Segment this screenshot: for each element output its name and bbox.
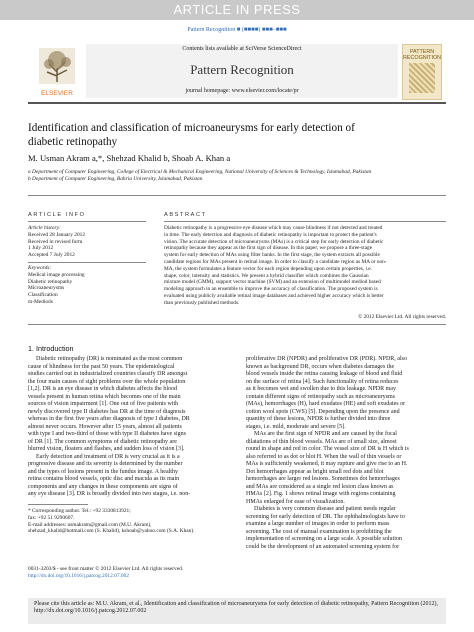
body-line: MAs is sufficiently weakened, it may rupture and give rise to an H.: [246, 461, 408, 467]
article-info-heading: ARTICLE INFO: [28, 212, 86, 218]
body-line: Diabetic retinopathy (DR) is nominated as the most common: [36, 356, 183, 362]
abstract-line: than previously published methods.: [164, 299, 240, 306]
footnote-rule: [28, 504, 88, 505]
body-line: proliferative DR (NPDR) and proliferative DR (PDR). NPDR, also: [246, 356, 407, 362]
body-line: screening for early detection of DR. The ophthalmologists have to: [246, 513, 405, 520]
footnotes: [28, 508, 228, 535]
keywords: [28, 265, 148, 306]
publisher-name: ELSEVIER: [41, 90, 73, 97]
body-line: also referred to as dot or blot H. When the wall of thin vessels or: [246, 453, 402, 460]
body-line: dilatations of thin blood vessels. MAs are of small size, almost: [246, 438, 397, 445]
citation-note: Please cite this article as: M.U. Akram, et al., Identification and classification of microaneurysms for early detection of diabetic retinopathy, Pattern Recognition (2012), http://dx.doi.org/10.1016/j.patcog.2012.07.002: [28, 598, 446, 624]
body-line: MAs are the first sign of NPDR and are caused by the focal: [254, 431, 397, 437]
body-line: retina contains blood vessels, optic disc and macula as its main: [28, 476, 180, 482]
keyword-3: Microaneurysms: [28, 285, 65, 292]
article-info-rule: [28, 221, 146, 222]
keywords-rule: [28, 262, 146, 263]
history-label: Article history:: [28, 225, 61, 231]
abstract-body: [164, 225, 446, 307]
footnote-line: * Corresponding author. Tel.: +92 3330813921;: [28, 508, 131, 514]
affiliation-rule: [28, 195, 446, 196]
right-column-text: [246, 356, 446, 551]
abstract-line: evaluated using publicly available retinal image databases and achieved higher accuracy which is better: [164, 292, 384, 299]
body-line: the four main causes of sight problems over the whole population: [28, 378, 186, 385]
body-line: as it becomes wet and swollen due to this leakage. NPDR may: [246, 386, 396, 392]
body-line: cotton wool spots (CWS) [5]. Depending upon the presence and: [246, 408, 400, 415]
cover-art: [409, 63, 435, 93]
body-line: HMAs [2]. Fig. 1 shows retinal image with regions containing: [246, 491, 396, 497]
keyword-2: Diabetic retinopathy: [28, 278, 73, 285]
body-line: on the surface of retina [4]. Such functionality of retina reduces: [246, 378, 399, 385]
keyword-5: m-Mediods: [28, 298, 53, 305]
doi-link[interactable]: http://dx.doi.org/10.1016/j.patcog.2012.07.002: [28, 572, 129, 579]
body-line: round in shape and red in color. The vessel size of DR is H which is: [246, 446, 409, 452]
body-line: of DR [1]. The common symptoms of diabetic retinopathy are: [28, 438, 177, 445]
keywords-label: Keywords:: [28, 265, 52, 271]
footnote-line: E-mail addresses: usmakram@gmail.com (M.U. Akram),: [28, 521, 152, 528]
issn-block: [28, 566, 238, 580]
body-line: Early detection and treatment of DR is very crucial as it is a: [36, 453, 180, 460]
abstract-line: system for early detection of MAs using filter banks. In the first stage, the system extracts all possible: [164, 252, 380, 259]
body-line: examine a large number of images in order to perform mass: [246, 521, 390, 527]
running-head-text[interactable]: Pattern Recognition ■ (■■■■) ■■■–■■■: [187, 27, 287, 33]
body-line: (MAs), hemorrhages (H), hard exudates (HE) and soft exudates or: [246, 401, 406, 407]
title-line-1: Identification and classification of microaneurysms for early detection of: [28, 122, 355, 134]
abstract-copyright: © 2012 Elsevier Ltd. All rights reserved.: [358, 314, 446, 320]
body-line: almost never occurs. However after 15 years, almost all patients: [28, 423, 182, 430]
body-line: HMAs enlarged for ease of visualization.: [246, 498, 345, 505]
body-line: [1,2]. DR is an eye disease in which diabetes affects the blood: [28, 386, 178, 392]
body-line: any eye disease [3]. DR is broadly divided into two stages, i.e. non-: [28, 491, 191, 497]
abstract-line: modeling approach in an ensemble to improve the accuracy of classification. The proposed system is: [164, 286, 378, 293]
abstract-line: shape, color, intensity and statistics. We present a hybrid classifier which combines the Gaussian: [164, 272, 369, 279]
article-title: [28, 122, 448, 149]
body-line: cause of blindness for the past 50 years. The epidemiological: [28, 363, 175, 370]
body-line: Diabetes is very common disease and patient needs regular: [254, 506, 396, 512]
left-column-text: [28, 356, 228, 499]
title-line-2: diabetic retinopathy: [28, 135, 118, 148]
article-history: [28, 225, 148, 259]
history-received: Received 28 January 2012: [28, 231, 86, 238]
running-head: [0, 27, 474, 34]
body-line: with type I and two-third of those with type II diabetes have signs: [28, 431, 186, 437]
abstract-line: retinopathy because they appear as the first sign of disease. In this paper, we propose a three-stage: [164, 245, 373, 252]
abstract-line: mixture model (GMM), support vector machine (SVM) and an extension of multimodel mediod based: [164, 279, 381, 286]
elsevier-tree-icon: [39, 48, 75, 84]
affiliations: [28, 169, 448, 183]
journal-homepage[interactable]: journal homepage: www.elsevier.com/locate/pr: [185, 88, 299, 94]
body-line: implementation of screening on a large scale. A possible solution: [246, 536, 402, 542]
body-line: contain different signs of retinopathy such as microaneurysms: [246, 393, 396, 400]
body-line: and the types of lesions present in the fundus image. A healthy: [28, 468, 178, 475]
body-line: newly discovered type II diabetes has DR at the time of diagnosis: [28, 408, 186, 415]
header-rule: [28, 102, 446, 104]
footnote-line: shehzad_khalid@hotmail.com (S. Khalid), kshoab@yahoo.com (S.A. Khan).: [28, 528, 195, 535]
abstract-heading: ABSTRACT: [164, 212, 207, 218]
introduction-heading: 1. Introduction: [28, 344, 74, 353]
body-line: known as background DR, occurs when diabetes damages the: [246, 363, 395, 370]
abstract-line: in time. The early detection and diagnosis of diabetic retinopathy is important to protect the patient's: [164, 231, 377, 238]
abstract-line: Diabetic retinopathy is a progressive eye disease which may cause blindness if not detected and treated: [164, 225, 383, 231]
body-line: hemorrhages are larger red lesions. Sometimes dot hemorrhages: [246, 476, 400, 482]
keyword-4: Classification: [28, 292, 58, 299]
abstract-line: vision. The accurate detection of microaneurysms (MAs) is a critical step for early detection of diabetic: [164, 238, 384, 245]
abstract-rule: [164, 221, 446, 222]
body-line: could be the development of an automated screening system for: [246, 543, 400, 550]
keyword-1: Medical image processing: [28, 271, 85, 278]
history-accepted: Accepted 7 July 2012: [28, 252, 75, 259]
journal-name: Pattern Recognition: [190, 62, 294, 77]
body-line: stages, i.e. mild, moderate and severe [5].: [246, 423, 346, 430]
authors: M. Usman Akram a,*, Shehzad Khalid b, Shoab A. Khan a: [28, 153, 231, 163]
body-line: components and any changes in these components are signs of: [28, 483, 178, 490]
affiliation-b: b Department of Computer Engineering, Bahria University, Islamabad, Pakistan: [28, 175, 203, 182]
issn-line: 0031-3203/$ - see front matter © 2012 Elsevier Ltd. All rights reserved.: [28, 566, 184, 572]
body-line: sources of vision impairment [1]. One out of five patients with: [28, 401, 179, 407]
abstract-bottom-rule: [28, 324, 446, 325]
elsevier-logo: [39, 48, 75, 97]
abstract-line: MA, the system formulates a feature vector for each region depending upon certain properties, i.e.: [164, 265, 372, 272]
abstract-line: candidate regions for MAs present in retinal image. In order to classify a candidate region as MA or non-: [164, 258, 387, 265]
affiliation-a: a Department of Computer Engineering, College of Electrical & Mechanical Engineering, National University of Sciences & Technology, Islamabad, Pakistan: [28, 169, 372, 175]
body-line: quantity of these lesions, NPDR is further divided into three: [246, 416, 391, 422]
contents-line: Contents lists available at SciVerse ScienceDirect: [182, 46, 302, 52]
history-revised-date: 1 July 2012: [28, 245, 54, 252]
journal-cover-thumbnail: [402, 44, 442, 100]
footnote-line: fax: +92 51 9290607.: [28, 514, 75, 521]
body-line: whereas in the first five years after diagnosis of type I diabetes, DR: [28, 416, 190, 422]
body-line: vessels present in human retina which becomes one of the main: [28, 393, 181, 400]
body-line: progressive disease and its severity is determined by the number: [28, 461, 183, 467]
body-line: Dot hemorrhages appear as bright small red dots and blot: [246, 468, 384, 475]
body-line: blurred vision, floaters and flashes, and sudden loss of vision [3].: [28, 446, 185, 452]
body-line: and MAs are considered as a single red lesion class known as: [246, 483, 394, 490]
body-line: studies carried out in industrialized countries classify DR amongst: [28, 371, 188, 377]
cover-title: PATTERN RECOGNITION: [403, 49, 442, 61]
article-in-press-banner: ARTICLE IN PRESS: [0, 0, 474, 20]
history-revised: Received in revised form: [28, 238, 83, 245]
body-line: blood vessels inside the retina causing leakage of blood and fluid: [246, 371, 403, 377]
body-line: screening. The cost of manual examination is prohibiting the: [246, 528, 392, 535]
